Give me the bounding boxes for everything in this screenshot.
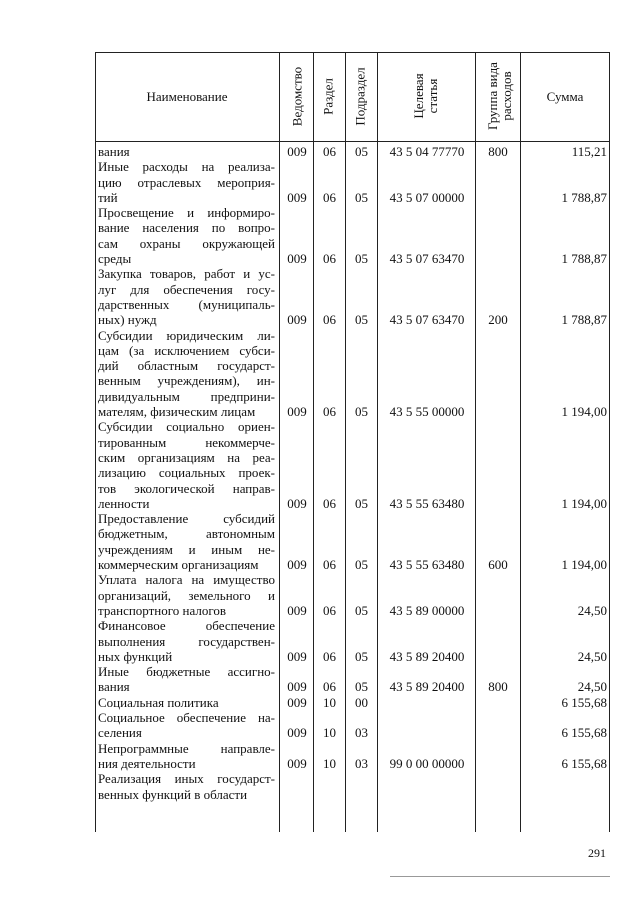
cell-ved: 009: [287, 404, 307, 420]
cell-razd: 06: [323, 679, 336, 695]
row-name-line: дарственных (муниципаль-: [98, 296, 275, 312]
cell-razd: 06: [323, 144, 336, 159]
row-name-line: бюджетным, автономным: [98, 526, 275, 542]
cell-cs: 43 5 07 63470: [389, 251, 465, 267]
header-tselevaya-line1: Целевая: [411, 73, 426, 119]
row-name-line: Финансовое обеспечение: [98, 618, 275, 634]
page-number: 291: [588, 846, 606, 860]
cell-podr: 05: [355, 557, 368, 573]
row-name: [98, 266, 275, 327]
cell-podr: 05: [355, 495, 368, 511]
cell-sum: 24,50: [577, 679, 607, 695]
table-row: [95, 144, 610, 159]
cell-podr: 00: [355, 694, 368, 710]
row-name-line: лизацию социальных проек-: [98, 465, 275, 481]
cell-cs: 43 5 89 00000: [389, 602, 465, 618]
cell-ved: 009: [287, 251, 307, 267]
cell-razd: 06: [323, 648, 336, 664]
cell-ved: 009: [287, 557, 307, 573]
table-row: [95, 511, 610, 572]
cell-cs: 43 5 07 00000: [389, 189, 465, 205]
cell-sum: 6 155,68: [561, 725, 607, 741]
cell-razd: 06: [323, 251, 336, 267]
cell-podr: 05: [355, 602, 368, 618]
cell-ved: 009: [287, 648, 307, 664]
row-name-line: Субсидии юридическим ли-: [98, 327, 275, 343]
row-name-line: коммерческим организациям: [98, 557, 259, 573]
cell-razd: 10: [323, 755, 336, 771]
row-name-line: ленности: [98, 495, 150, 511]
row-name: [98, 664, 275, 695]
cell-ved: 009: [287, 189, 307, 205]
cell-cs: 99 0 00 00000: [389, 755, 465, 771]
cell-gvr: 200: [488, 312, 508, 328]
cell-razd: 06: [323, 404, 336, 420]
cell-podr: 05: [355, 404, 368, 420]
header-tselevaya-line2: статья: [425, 78, 440, 114]
table-row: [95, 664, 610, 695]
cell-gvr: 600: [488, 557, 508, 573]
header-tselevaya: [412, 61, 440, 131]
cell-sum: 1 788,87: [561, 251, 607, 267]
row-name-line: учреждениям и иным не-: [98, 541, 275, 557]
row-name-line: Социальное обеспечение на-: [98, 710, 275, 726]
cell-sum: 1 194,00: [561, 557, 607, 573]
row-name-line: цам (за исключением субси-: [98, 342, 275, 358]
table-row: [95, 328, 610, 420]
row-name-line: дивидуальным предприни-: [98, 388, 275, 404]
cell-sum: 115,21: [571, 144, 607, 159]
cell-gvr: 800: [488, 144, 508, 159]
cell-razd: 10: [323, 694, 336, 710]
header-summa: Сумма: [546, 89, 584, 104]
cell-razd: 10: [323, 725, 336, 741]
row-name-line: среды: [98, 251, 132, 267]
row-name-line: луг для обеспечения госу-: [98, 281, 275, 297]
cell-cs: 43 5 55 63480: [389, 557, 465, 573]
row-name: [98, 511, 275, 572]
row-name-line: ским организациям на реа-: [98, 449, 275, 465]
table-row: [95, 266, 610, 327]
cell-podr: 05: [355, 312, 368, 328]
row-name-line: транспортного налогов: [98, 602, 226, 618]
header-vedomstvo-text: Ведомство: [289, 66, 305, 127]
row-name-line: выполнения государствен-: [98, 633, 275, 649]
cell-ved: 009: [287, 495, 307, 511]
cell-cs: 43 5 55 00000: [389, 404, 465, 420]
row-name: [98, 572, 275, 618]
row-name-line: Непрограммные направле-: [98, 740, 275, 756]
row-name-line: организаций, земельного и: [98, 587, 275, 603]
header-vedomstvo: [291, 62, 304, 132]
cell-podr: 03: [355, 755, 368, 771]
row-name-line: тов экологической направ-: [98, 480, 275, 496]
cell-podr: 05: [355, 144, 368, 159]
cell-sum: 24,50: [577, 602, 607, 618]
row-name: [98, 328, 275, 420]
row-name: [98, 205, 275, 266]
table-row: [95, 205, 610, 266]
table-row: [95, 741, 610, 772]
table-row: [95, 771, 610, 802]
cell-cs: 43 5 89 20400: [389, 648, 465, 664]
cell-sum: 24,50: [577, 648, 607, 664]
row-name: [98, 419, 275, 511]
row-name-line: ных) нужд: [98, 312, 157, 328]
row-name-line: Просвещение и информиро-: [98, 205, 275, 221]
cell-ved: 009: [287, 725, 307, 741]
cell-ved: 009: [287, 144, 307, 159]
row-name: [98, 771, 275, 802]
row-name-line: вания: [98, 144, 130, 159]
header-gruppa-line1: Группа вида: [485, 62, 500, 130]
row-name-line: Реализация иных государст-: [98, 771, 275, 787]
row-name-line: Субсидии социально ориен-: [98, 419, 275, 435]
row-name-line: вания: [98, 679, 130, 695]
table-row: [95, 710, 610, 741]
row-name-line: тированным некоммерче-: [98, 434, 275, 450]
cell-razd: 06: [323, 312, 336, 328]
row-name: [98, 144, 275, 159]
cell-ved: 009: [287, 679, 307, 695]
cell-razd: 06: [323, 557, 336, 573]
row-name: [98, 741, 275, 772]
row-name-line: вание населения по вопро-: [98, 220, 275, 236]
table-row: [95, 618, 610, 664]
cell-razd: 06: [323, 495, 336, 511]
row-name-line: мателям, физическим лицам: [98, 404, 256, 420]
table-row: [95, 419, 610, 511]
cell-podr: 05: [355, 251, 368, 267]
row-name-line: тий: [98, 189, 118, 205]
header-podrazdel-text: Подраздел: [352, 67, 368, 126]
row-name-line: сам охраны окружающей: [98, 235, 275, 251]
cell-razd: 06: [323, 189, 336, 205]
row-name-line: селения: [98, 725, 142, 741]
cell-cs: 43 5 55 63480: [389, 495, 465, 511]
header-gruppa-line2: расходов: [499, 71, 514, 121]
row-name-line: Закупка товаров, работ и ус-: [98, 266, 275, 282]
row-name-line: дий областным государст-: [98, 358, 275, 374]
cell-cs: 43 5 04 77770: [389, 144, 465, 159]
cell-sum: 1 194,00: [561, 495, 607, 511]
cell-ved: 009: [287, 602, 307, 618]
cell-cs: 43 5 89 20400: [389, 679, 465, 695]
header-gruppa: [486, 59, 514, 133]
cell-sum: 6 155,68: [561, 694, 607, 710]
row-name-line: Иные бюджетные ассигно-: [98, 664, 275, 680]
cell-razd: 06: [323, 602, 336, 618]
cell-sum: 1 194,00: [561, 404, 607, 420]
cell-gvr: 800: [488, 679, 508, 695]
row-name-line: Социальная политика: [98, 694, 219, 710]
row-name-line: Уплата налога на имущество: [98, 572, 275, 588]
header-podrazdel: [354, 62, 367, 132]
cell-podr: 05: [355, 648, 368, 664]
table-row: [95, 159, 610, 205]
cell-ved: 009: [287, 755, 307, 771]
row-name-line: Иные расходы на реализа-: [98, 159, 275, 175]
table-row: [95, 695, 610, 710]
cell-cs: 43 5 07 63470: [389, 312, 465, 328]
header-razdel-text: Раздел: [320, 78, 336, 115]
row-name: [98, 695, 275, 710]
cell-podr: 05: [355, 679, 368, 695]
cell-sum: 6 155,68: [561, 755, 607, 771]
row-name: [98, 159, 275, 205]
row-name-line: цию отраслевых мероприя-: [98, 174, 275, 190]
row-name-line: венным учреждениям), ин-: [98, 373, 275, 389]
row-name: [98, 618, 275, 664]
cell-podr: 05: [355, 189, 368, 205]
cell-ved: 009: [287, 694, 307, 710]
row-name: [98, 710, 275, 741]
cell-sum: 1 788,87: [561, 312, 607, 328]
footer-rule: [390, 876, 610, 877]
row-name-line: ных функций: [98, 648, 173, 664]
header-razdel: [322, 62, 335, 132]
cell-podr: 03: [355, 725, 368, 741]
table-row: [95, 572, 610, 618]
header-name: Наименование: [146, 89, 228, 104]
row-name-line: ния деятельности: [98, 755, 196, 771]
cell-ved: 009: [287, 312, 307, 328]
cell-sum: 1 788,87: [561, 189, 607, 205]
row-name-line: Предоставление субсидий: [98, 511, 275, 527]
row-name-line: венных функций в области: [98, 786, 248, 802]
budget-table: [95, 52, 610, 832]
